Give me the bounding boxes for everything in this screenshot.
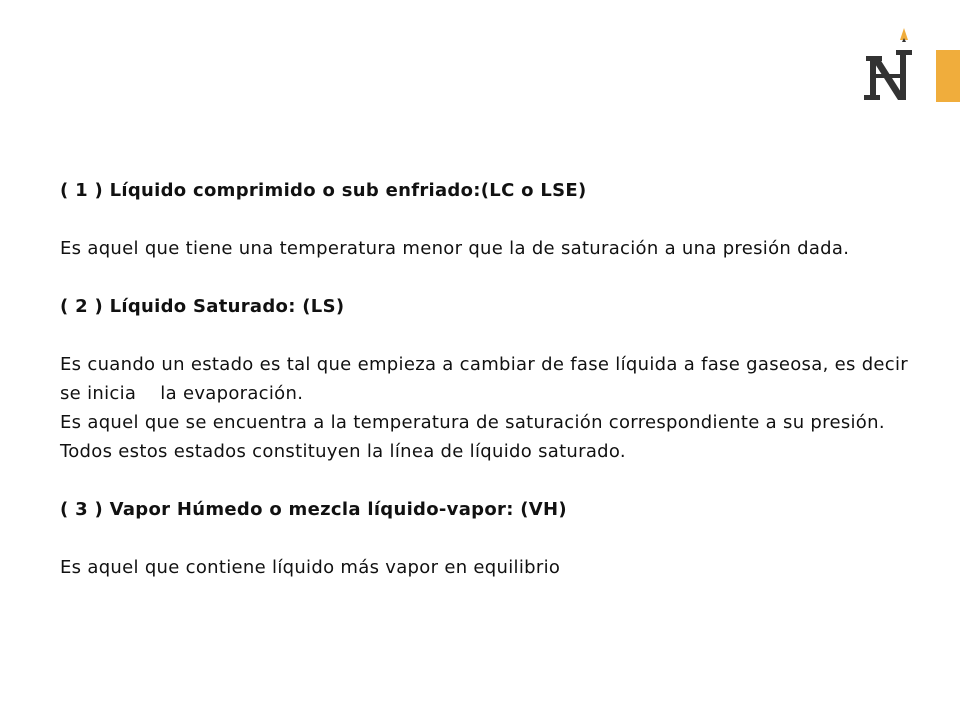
section-1-heading: ( 1 ) Líquido comprimido o sub enfriado:(LC o LSE) [60, 180, 587, 201]
n-compass-logo-icon [862, 26, 914, 104]
section-1-paragraph-1: Es aquel que tiene una temperatura menor que la de saturación a una presión dada. [60, 238, 850, 259]
section-2-paragraph-1: Es cuando un estado es tal que empieza a cambiar de fase líquida a fase gaseosa, es decir se inicia la evaporación. [60, 354, 915, 404]
section-2-paragraph-3: Todos estos estados constituyen la línea de líquido saturado. [60, 441, 626, 462]
section-2-paragraph-2: Es aquel que se encuentra a la temperatura de saturación correspondiente a su presión. [60, 412, 885, 433]
accent-bar [936, 50, 960, 102]
slide-content [60, 176, 915, 582]
section-2-heading: ( 2 ) Líquido Saturado: (LS) [60, 296, 345, 317]
section-3-paragraph-1: Es aquel que contiene líquido más vapor en equilibrio [60, 557, 561, 578]
section-3-heading: ( 3 ) Vapor Húmedo o mezcla líquido-vapor: (VH) [60, 499, 567, 520]
